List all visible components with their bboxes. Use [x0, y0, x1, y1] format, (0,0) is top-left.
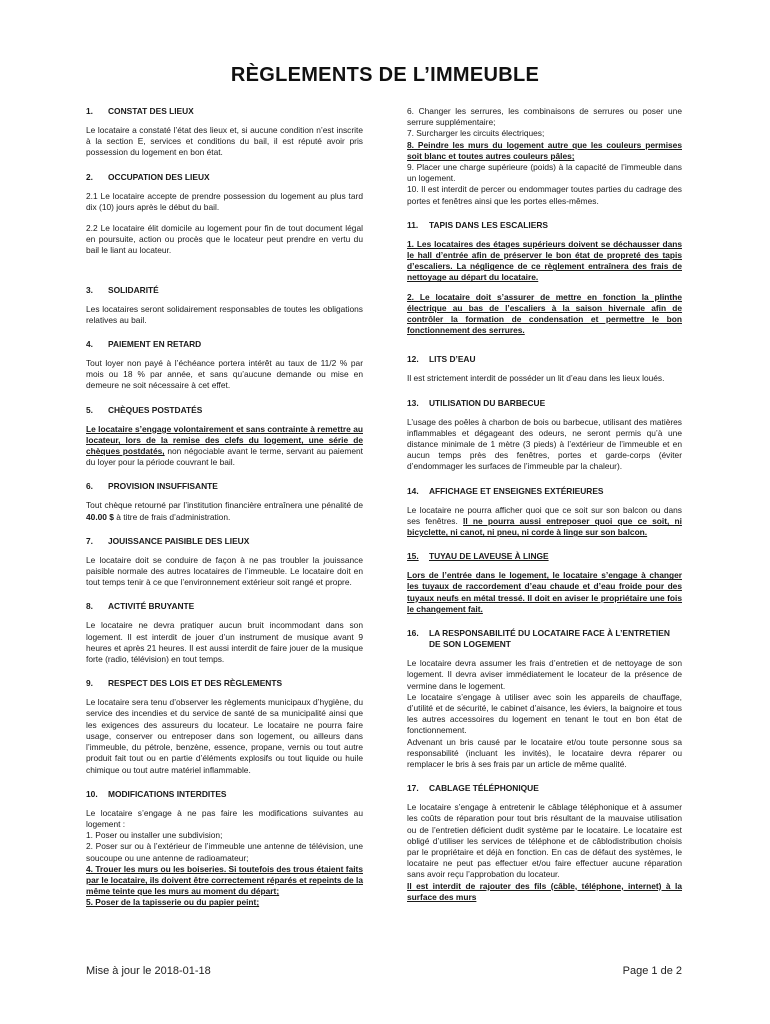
section-title: SOLIDARITÉ — [108, 284, 159, 295]
section-title: CHÈQUES POSTDATÉS — [108, 404, 203, 415]
section-heading — [86, 172, 363, 183]
section-heading — [86, 285, 363, 296]
section-title: JOUISSANCE PAISIBLE DES LIEUX — [108, 535, 250, 546]
section-number: 3. — [86, 284, 93, 295]
section-number: 12. — [407, 354, 419, 365]
section-title: OCCUPATION DES LIEUX — [108, 171, 210, 182]
section-number: 13. — [407, 397, 419, 408]
section-paiement-en-retard — [86, 339, 363, 392]
section-text: Le locataire ne devra pratiquer aucun bruit incommodant dans son logement. Il est interdit de jouer d’un instrument de musique avant 9 heures et après 21 heures. Il est aussi interdit de faire jouer de la musique forte (radio, télévision) en tout temps. — [86, 620, 363, 665]
section-number: 14. — [407, 485, 419, 496]
section-lits-d-eau — [407, 354, 682, 384]
section-modifications-interdites — [86, 789, 363, 909]
section-number: 17. — [407, 783, 419, 794]
section-number: 5. — [86, 404, 93, 415]
section-text — [407, 505, 682, 539]
section-number: 2. — [86, 171, 93, 182]
section-text: Le locataire s’engage à ne pas faire les modifications suivantes au logement : — [86, 807, 363, 829]
section-text: Advenant un bris causé par le locataire et/ou toute personne sous sa responsabilité (incluant les invités), le locataire devra réparer ou remplacer le bris à ses frais par un article de même qualité. — [407, 736, 682, 769]
section-text: Le locataire s’engage à entretenir le câblage téléphonique et à assumer les coûts de réparation pour tout bris résultant de la mauvaise utilisation ou de l’entretien déficient dudit système par le locataire. Le locataire est obligé d’utiliser les services de téléphone et de câblodistribution choisis par le propriétaire et déjà en fonction. En cas de défaut des systèmes, le locataire ne peut pas effectuer et/ou faire effectuer aucune réparation sans avoir reçu l’approbation du locateur. — [407, 802, 682, 880]
section-number: 8. — [86, 601, 93, 612]
plain-text: Tout chèque retourné par l’institution financière entraînera une pénalité de — [86, 500, 363, 511]
list-item: 7. Surcharger les circuits électriques; — [407, 128, 545, 139]
section-cablage-telephonique — [407, 783, 682, 903]
section-text: Le locataire s’engage à utiliser avec soin les appareils de chauffage, d’utilité et de sécurité, le cabinet d’aisance, les éviers, la baignoire et tous les autres accessoires du logement en tenant le tout en bon état de fonctionnement. — [407, 691, 682, 736]
section-title: TAPIS DANS LES ESCALIERS — [429, 219, 548, 230]
section-heading — [86, 106, 363, 117]
section-number: 10. — [86, 788, 98, 799]
section-text: 2. Le locataire doit s’assurer de mettre en fonction la plinthe électrique au bas de l’escaliers à la saison hivernale afin de contrôler la formation de condensation et permettre le bon fonctionnement des serrures. — [407, 291, 682, 336]
section-text: Il est strictement interdit de posséder un lit d’eau dans les lieux loués. — [407, 373, 665, 384]
section-title: LITS D’EAU — [429, 354, 476, 365]
section-barbecue — [407, 398, 682, 473]
footer-update-date: Mise à jour le 2018-01-18 — [86, 965, 211, 977]
section-text: 2.1 Le locataire accepte de prendre possession du logement au plus tard dix (10) jours après le début du bail. — [86, 190, 363, 212]
section-number: 11. — [407, 219, 419, 230]
section-text: Tout loyer non payé à l’échéance portera intérêt au taux de 11/2 % par mois ou 18 % par année, et sans qu’aucune demande ou mise en demeure ne soit nécessaire à cet effet. — [86, 358, 363, 391]
section-text: L’usage des poêles à charbon de bois ou barbecue, utilisant des matières inflammables et dégageant des odeurs, ne seront permis qu’à une distance minimale de 1 mètre (3 pieds) à l’extérieur de l’immeuble et en aucun temps près des fenêtres, portes et garde-corps (éviter d’endommager les surfaces de l’immeuble par la chaleur). — [407, 416, 682, 472]
section-heading — [86, 481, 363, 492]
section-heading — [86, 789, 363, 800]
section-heading — [86, 405, 363, 416]
bold-underlined-text: Le locataire s’engage volontairement et sans contrainte à remettre au locateur, lors de la remise des clefs du logement, une série de chèques postdatés, — [86, 423, 363, 457]
section-heading — [86, 339, 363, 350]
section-text — [86, 500, 363, 522]
section-number: 6. — [86, 481, 93, 492]
section-text: Lors de l’entrée dans le logement, le locataire s’engage à changer les tuyaux de raccordement d’eau chaude et d’eau froide pour des tuyaux neufs en métal tressé. Il doit en aviser le propriétaire une fois le changement fait. — [407, 570, 682, 614]
section-title: MODIFICATIONS INTERDITES — [108, 788, 227, 799]
section-title: PAIEMENT EN RETARD — [108, 339, 202, 350]
section-provision-insuffisante — [86, 481, 363, 522]
footer-page-number: Page 1 de 2 — [622, 965, 682, 977]
section-text: Les locataires seront solidairement responsables de toutes les obligations relatives au bail. — [86, 303, 363, 325]
section-occupation-des-lieux — [86, 172, 363, 257]
section-number: 7. — [86, 535, 93, 546]
section-title: LA RESPONSABILITÉ DU LOCATAIRE FACE À L’ENTRETIEN DE SON LOGEMENT — [429, 628, 670, 650]
section-tuyau-laveuse — [407, 551, 682, 615]
plain-text: Le locataire ne pourra afficher quoi que ce soit sur son balcon ou dans ses fenêtres. — [407, 504, 682, 526]
section-solidarite — [86, 285, 363, 326]
section-title: PROVISION INSUFFISANTE — [108, 481, 218, 492]
section-text: Le locataire devra assumer les frais d’entretien et de nettoyage de son logement. Il devra aviser immédiatement le locateur de la présence de vermine dans le logement. — [407, 658, 682, 691]
plain-text: à titre de frais d’administration. — [113, 511, 231, 522]
right-column — [407, 106, 682, 916]
list-item: 8. Peindre les murs du logement autre que les couleurs permises soit blanc et toutes autres couleurs pâles; — [407, 139, 682, 161]
list-item: 4. Trouer les murs ou les boiseries. Si toutefois des trous étaient faits par le locataire, ils doivent être correctement réparés et repeints de la même teinte que les murs au moment du départ; — [86, 863, 363, 897]
list-item: 1. Poser ou installer une subdivision; — [86, 830, 223, 841]
section-heading — [407, 398, 682, 409]
section-cheques-postdates — [86, 405, 363, 469]
section-heading — [407, 628, 682, 650]
page-title: RÈGLEMENTS DE L’IMMEUBLE — [230, 64, 540, 86]
section-heading — [407, 551, 682, 562]
section-heading — [407, 354, 682, 365]
penalty-amount: 40.00 $ — [86, 511, 114, 522]
left-column — [86, 106, 363, 922]
section-number: 1. — [86, 106, 93, 116]
section-text: 2.2 Le locataire élit domicile au logement pour fin de tout document légal en poursuite, action ou procès que le locateur peut prendre en vertu du bail le liant au locateur. — [86, 223, 363, 256]
list-item: 5. Poser de la tapisserie ou du papier peint; — [86, 897, 260, 908]
section-tapis-escaliers — [407, 220, 682, 337]
section-heading — [407, 220, 682, 231]
section-number: 4. — [86, 339, 93, 350]
plain-text: non négociable avant le terme, servant au paiement du loyer pour la période couvrant le bail. — [86, 446, 363, 468]
section-title: RESPECT DES LOIS ET DES RÈGLEMENTS — [108, 678, 283, 689]
list-item: 2. Poser sur ou à l’extérieur de l’immeuble une antenne de télévision, une soucoupe ou une antenne de radioamateur; — [86, 841, 363, 863]
section-heading — [86, 601, 363, 612]
section-heading — [86, 536, 363, 547]
section-title: AFFICHAGE ET ENSEIGNES EXTÉRIEURES — [429, 485, 604, 496]
section-text: Le locataire doit se conduire de façon à ne pas troubler la jouissance paisible normale des autres locataires de l’immeuble. Le locataire doit en tout temps tenir à ce que l’environnement extérieur soit rangé et propre. — [86, 554, 363, 588]
section-text — [86, 424, 363, 469]
section-heading — [407, 783, 682, 794]
section-respect-des-lois — [86, 678, 363, 775]
section-number: 15. — [407, 551, 419, 562]
bold-underlined-text: Il ne pourra aussi entreposer quoi que ce soit, ni bicyclette, ni canot, ni pneu, ni corde à linge sur son balcon. — [407, 515, 682, 538]
section-number: 16. — [407, 628, 419, 639]
section-title: CABLAGE TÉLÉPHONIQUE — [429, 783, 539, 794]
section-title: UTILISATION DU BARBECUE — [429, 397, 546, 408]
section-heading — [407, 486, 682, 497]
section-text: Il est interdit de rajouter des fils (câble, téléphone, internet) à la surface des murs — [407, 880, 682, 902]
section-modifications-continued — [407, 106, 682, 207]
section-activite-bruyante — [86, 601, 363, 665]
section-jouissance-paisible — [86, 536, 363, 589]
section-constat-des-lieux — [86, 106, 363, 159]
section-heading — [86, 678, 363, 689]
section-responsabilite-entretien — [407, 628, 682, 770]
section-number: 9. — [86, 678, 93, 689]
list-item: 6. Changer les serrures, les combinaisons de serrures ou poser une serrure supplémentaire; — [407, 106, 682, 128]
section-text: Le locataire a constaté l’état des lieux et, si aucune condition n’est inscrite à la section E, services et conditions du bail, il est réputé avoir pris possession du logement en bon état. — [86, 125, 363, 158]
section-title: ACTIVITÉ BRUYANTE — [108, 601, 195, 612]
section-affichage — [407, 486, 682, 539]
section-text: Le locataire sera tenu d’observer les règlements municipaux d’hygiène, du service des incendies et du service de santé de sa municipalité ainsi que les exigences des assureurs du locateur. Le locataire ne pourra faire usage, conserver ou entreposer dans son logement, ou ailleurs dans l’immeuble, du pétrole, benzène, essence, propane, vernis ou tout autre produit fait tout ou en partie d’éléments explosifs ou tout liquide ou huile chimique ou tout autre matériel inflammable. — [86, 697, 363, 775]
section-title: CONSTAT DES LIEUX — [108, 106, 194, 116]
section-title: TUYAU DE LAVEUSE À LINGE — [429, 551, 549, 562]
section-text: 1. Les locataires des étages supérieurs doivent se déchausser dans le hall d’entrée afin de préserver le bon état de propreté des tapis d’escaliers. La négligence de ce règlement entraînera des frais de nettoyage au départ du locataire. — [407, 238, 682, 283]
list-item: 9. Placer une charge supérieure (poids) à la capacité de l’immeuble dans un logement. — [407, 162, 682, 184]
list-item: 10. Il est interdit de percer ou endommager toutes parties du cadrage des portes et fenêtres ainsi que les portes elles-mêmes. — [407, 184, 682, 206]
